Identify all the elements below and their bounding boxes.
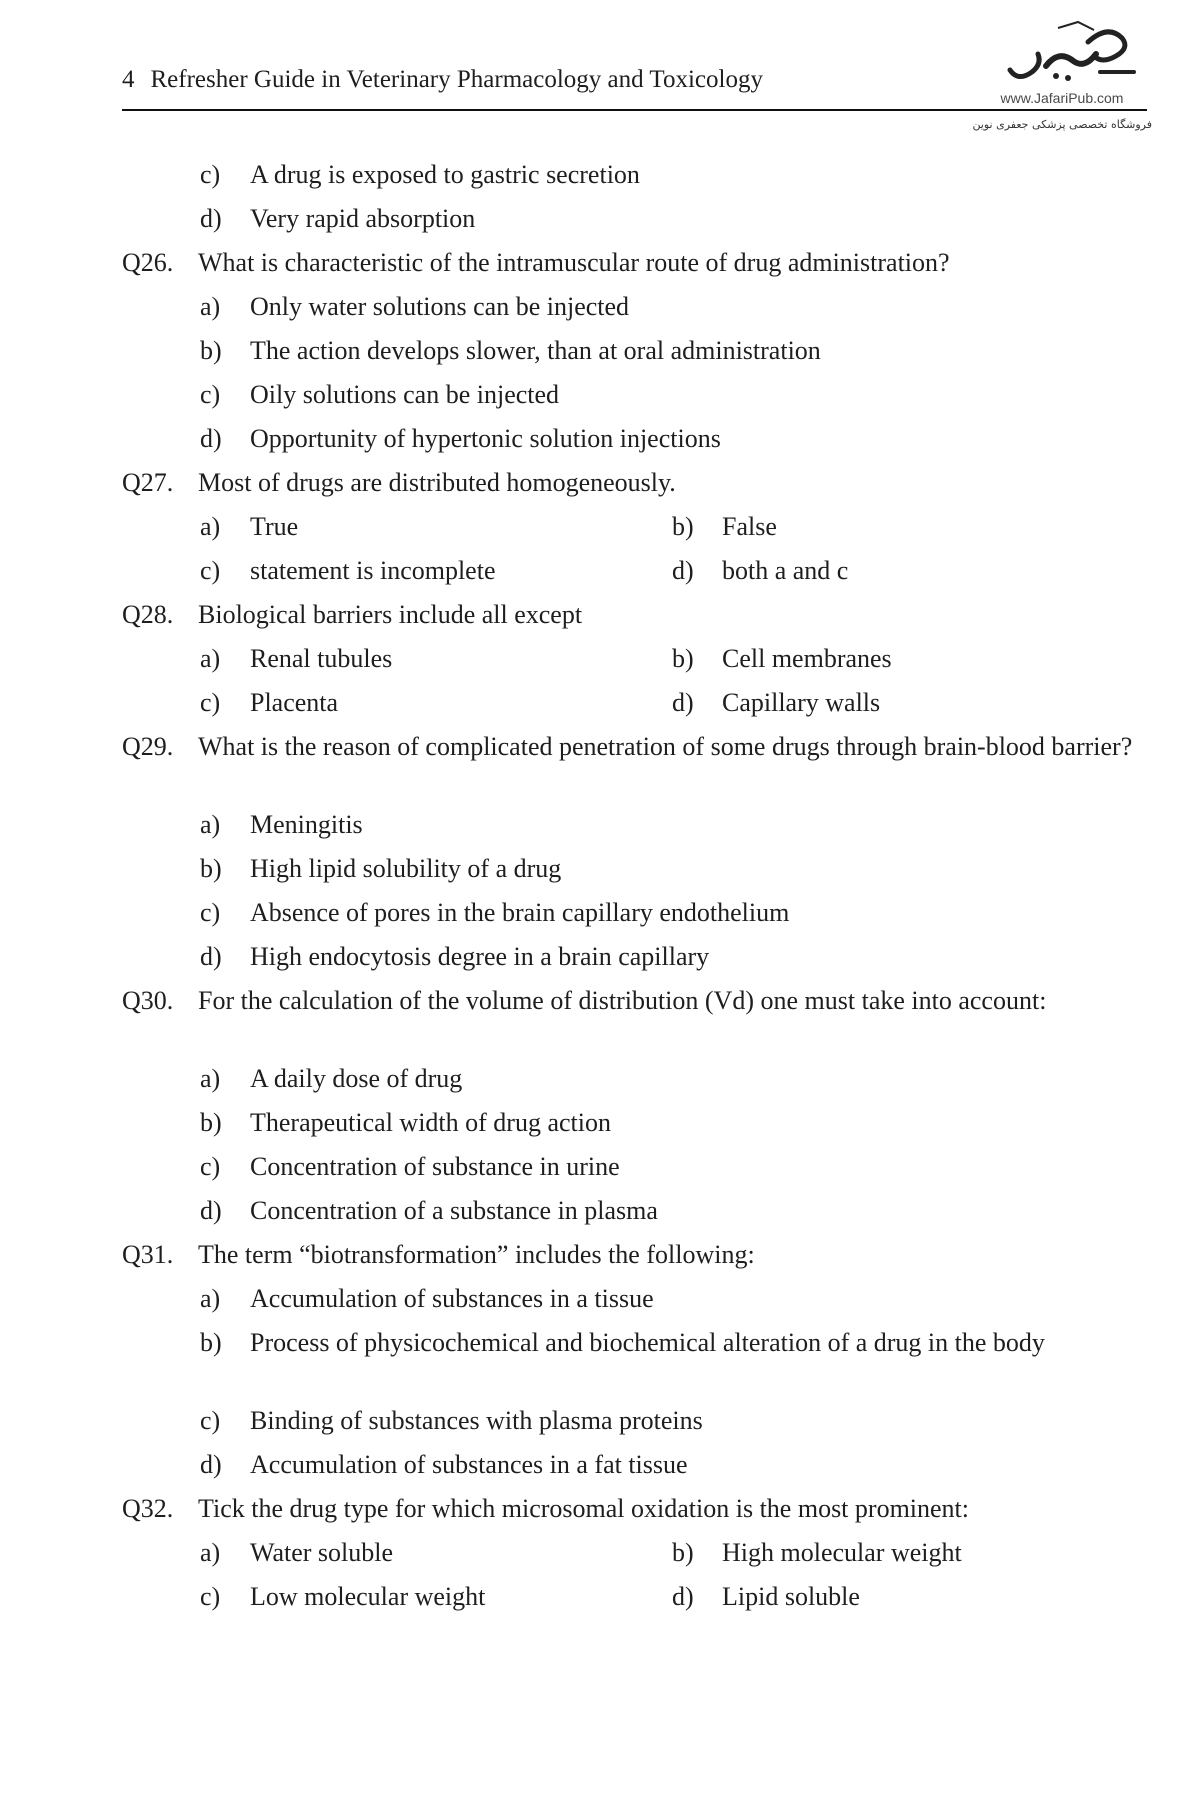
option-row: a) Accumulation of substances in a tissue <box>200 1284 654 1313</box>
option-row: b) The action develops slower, than at oral administration <box>200 336 821 365</box>
option-row: d) Very rapid absorption <box>200 204 476 233</box>
question-number: Q28. <box>122 600 174 629</box>
option-row: c) Concentration of substance in urine <box>200 1152 620 1181</box>
question-text: For the calculation of the volume of distribution (Vd) one must take into account: <box>198 986 1047 1015</box>
question-text: What is the reason of complicated penetration of some drugs through brain-blood barrier? <box>198 732 1133 761</box>
question-text: Most of drugs are distributed homogeneously. <box>198 468 676 497</box>
publisher-logo[interactable] <box>972 20 1152 140</box>
question-text: The term “biotransformation” includes the following: <box>198 1240 755 1269</box>
option-row: a) Meningitis <box>200 810 363 839</box>
running-head <box>122 66 763 94</box>
question-30 <box>122 984 1082 1052</box>
option-row: a) True b) False <box>200 512 777 541</box>
option-row: c) statement is incomplete d) both a and c <box>200 556 849 585</box>
book-title: Refresher Guide in Veterinary Pharmacology and Toxicology <box>150 66 763 93</box>
question-number: Q26. <box>122 248 174 277</box>
question-text: What is characteristic of the intramuscular route of drug administration? <box>198 248 950 277</box>
option-row: c) Oily solutions can be injected <box>200 380 560 409</box>
option-row: d) High endocytosis degree in a brain capillary <box>200 942 710 971</box>
option-row: b) Process of physicochemical and biochemical alteration of a drug in the body <box>200 1328 1045 1357</box>
question-number: Q30. <box>122 986 174 1015</box>
option-row: c) Low molecular weight d) Lipid soluble <box>200 1582 860 1611</box>
question-list <box>122 158 1133 1624</box>
publisher-tagline: فروشگاه تخصصی پزشکی جعفری نوین <box>972 118 1152 131</box>
option-row: a) A daily dose of drug <box>200 1064 463 1093</box>
option-row: a) Only water solutions can be injected <box>200 292 630 321</box>
option-row: a) Water soluble b) High molecular weight <box>200 1538 962 1567</box>
question-28 <box>122 598 1082 632</box>
option-row: d) Concentration of a substance in plasma <box>200 1196 658 1225</box>
publisher-url[interactable]: www.JafariPub.com <box>1000 90 1124 106</box>
option-row: d) Opportunity of hypertonic solution injections <box>200 424 721 453</box>
option-row: a) Renal tubules b) Cell membranes <box>200 644 892 673</box>
question-number: Q31. <box>122 1240 174 1269</box>
question-31 <box>122 1238 1082 1272</box>
question-27 <box>122 466 1082 500</box>
option-row: c) A drug is exposed to gastric secretion <box>200 160 640 189</box>
option-row: c) Binding of substances with plasma proteins <box>200 1406 703 1435</box>
question-29 <box>122 730 1133 798</box>
option-row: c) Absence of pores in the brain capillary endothelium <box>200 898 790 927</box>
option-row: d) Accumulation of substances in a fat tissue <box>200 1450 688 1479</box>
option-row: b) High lipid solubility of a drug <box>200 854 562 883</box>
calligraphy-logo-icon <box>998 20 1138 90</box>
question-number: Q32. <box>122 1494 174 1523</box>
question-number: Q27. <box>122 468 174 497</box>
page-number: 4 <box>122 66 135 93</box>
question-text: Tick the drug type for which microsomal oxidation is the most prominent: <box>198 1494 969 1523</box>
question-number: Q29. <box>122 732 174 761</box>
question-26 <box>122 246 1082 280</box>
option-row: b) Therapeutical width of drug action <box>200 1108 611 1137</box>
option-row: c) Placenta d) Capillary walls <box>200 688 881 717</box>
question-text: Biological barriers include all except <box>198 600 583 629</box>
question-32 <box>122 1492 1082 1526</box>
